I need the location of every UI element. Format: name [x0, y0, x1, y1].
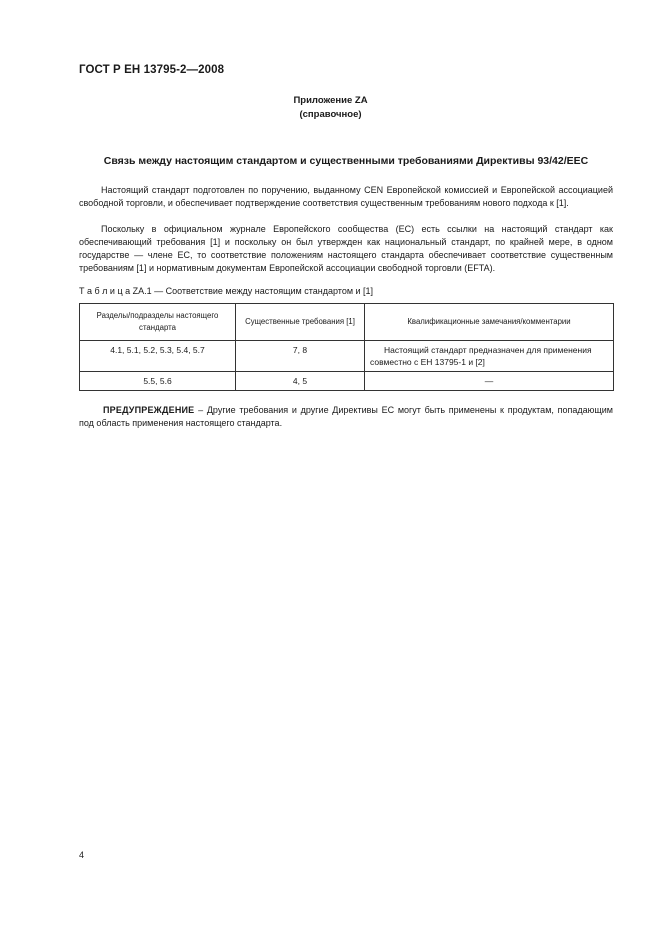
section-title: Связь между настоящим стандартом и существенными требованиями Директивы 93/42/ЕЕС — [103, 155, 589, 167]
table-header-cell: Существенные требования [1] — [236, 304, 365, 341]
table-row — [80, 372, 614, 391]
correspondence-table — [79, 303, 614, 391]
table-cell: Настоящий стандарт предназначен для применения совместно с ЕН 13795-1 и [2] — [365, 341, 614, 372]
table-header-row — [80, 304, 614, 341]
table-cell: 4, 5 — [236, 372, 365, 391]
table-row — [80, 341, 614, 372]
page-number: 4 — [79, 850, 85, 860]
body-paragraph: Поскольку в официальном журнале Европейского сообщества (ЕС) есть ссылки на настоящий стандарт как обеспечивающий требования [1] и поскольку он был утвержден как национальный стандарт, по крайней мере, в одном государстве — члене ЕС, то соответствие положениям настоящего стандарта обеспечивает соответствие существенным требованиям [1] и нормативным документам Европейской ассоциации свободной торговли (EFTA). — [79, 224, 613, 273]
table-caption: Т а б л и ц а ZA.1 — Соответствие между настоящим стандартом и [1] — [79, 286, 374, 296]
table-cell: — — [365, 372, 614, 391]
body-paragraph: Настоящий стандарт подготовлен по поручению, выданному CEN Европейской комиссией и Европейской ассоциацией свободной торговли, и обеспечивает подтверждение соответствия существенным требованиям нового подхода к [1]. — [79, 185, 613, 208]
table-cell: 7, 8 — [236, 341, 365, 372]
table-header-cell: Разделы/подразделы настоящего стандарта — [80, 304, 236, 341]
document-code: ГОСТ Р ЕН 13795-2—2008 — [79, 64, 225, 76]
warning-text: – Другие требования и другие Директивы ЕС могут быть применены к продуктам, попадающим под область применения настоящего стандарта. — [79, 405, 613, 428]
annex-title: Приложение ZA — [293, 95, 368, 106]
warning-label: ПРЕДУПРЕЖДЕНИЕ — [103, 405, 195, 415]
table-header-cell: Квалификационные замечания/комментарии — [365, 304, 614, 341]
warning-paragraph — [79, 404, 613, 430]
table-cell: 4.1, 5.1, 5.2, 5.3, 5.4, 5.7 — [80, 341, 236, 372]
annex-subtitle: (справочное) — [299, 109, 362, 120]
table-cell: 5.5, 5.6 — [80, 372, 236, 391]
